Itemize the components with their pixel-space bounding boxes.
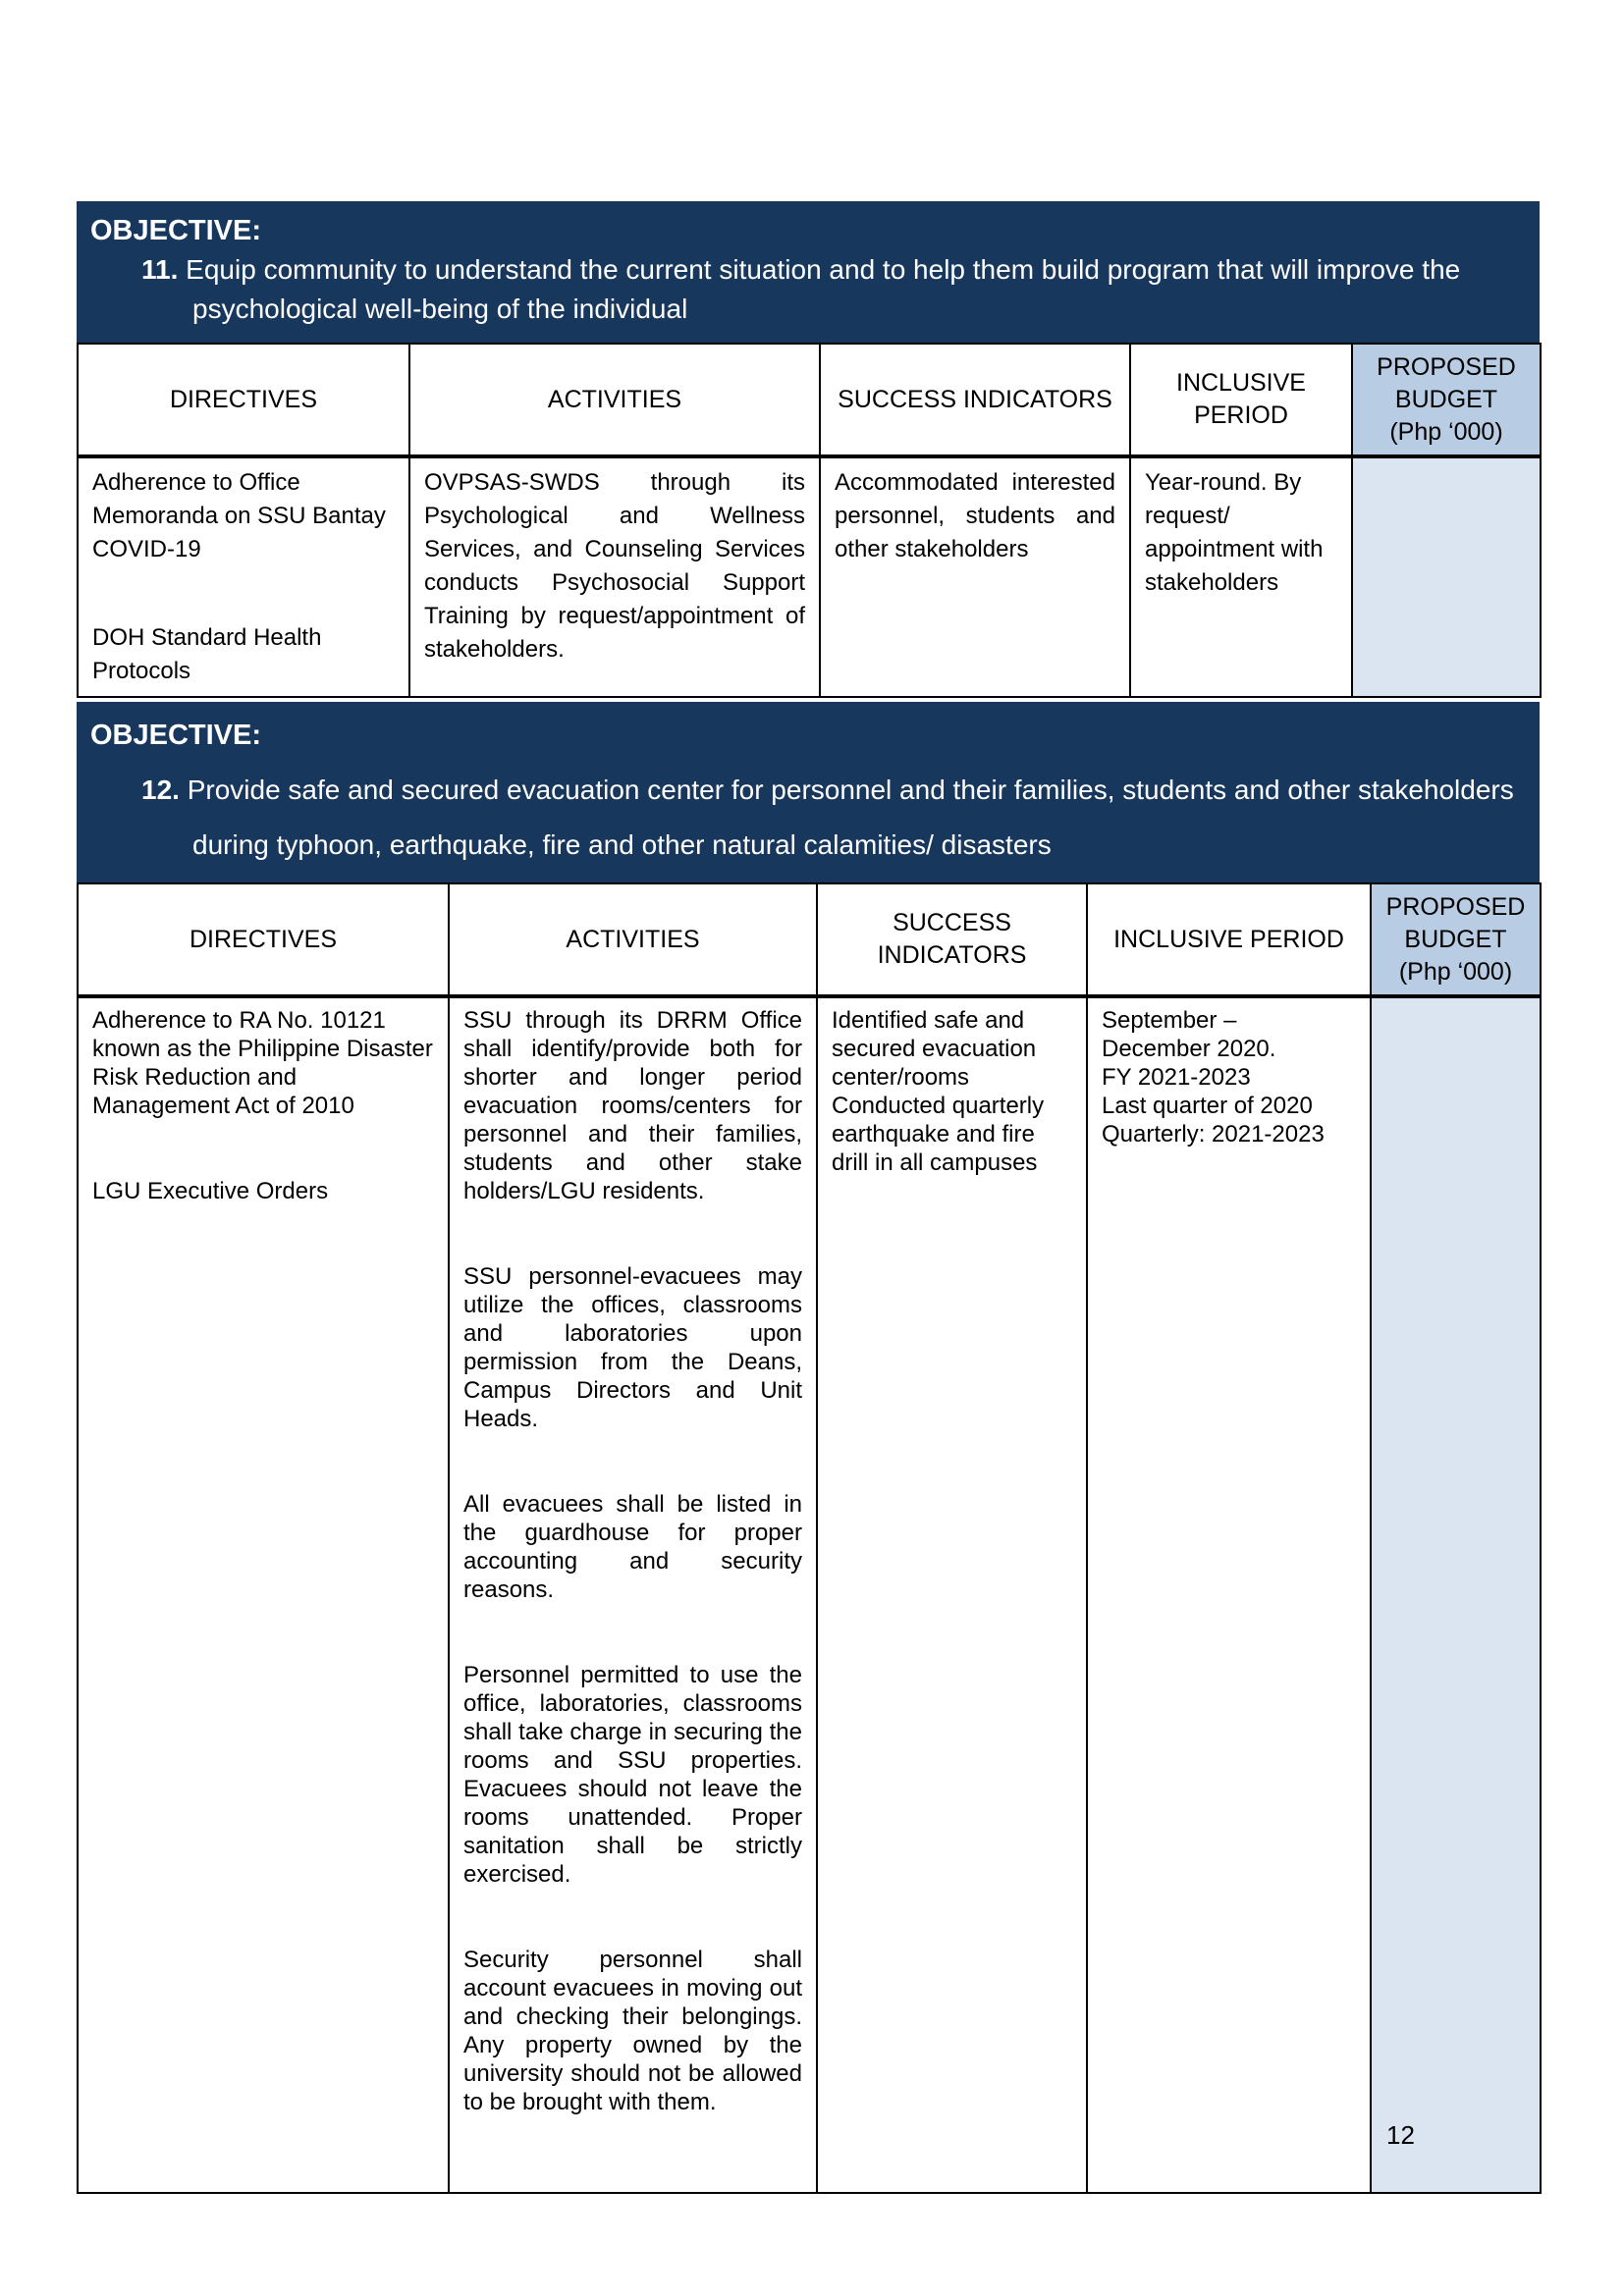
budget-header-line2: BUDGET (1404, 925, 1507, 953)
objective-11-description: Equip community to understand the current situation and to help them build program that will improve the psychological well-being of the individual (186, 254, 1461, 324)
table2-col-header-activities: ACTIVITIES (449, 883, 817, 996)
inclusive-period-item (1102, 1006, 1356, 1092)
table2-col-header-directives: DIRECTIVES (78, 883, 449, 996)
objective-12-text (90, 763, 1526, 873)
activity-paragraph: SSU personnel-evacuees may utilize the offices, classrooms and laboratories upon permission from the Deans, Campus Directors and Unit Heads. (463, 1263, 802, 1432)
period-line: Last quarter of 2020 (1102, 1093, 1313, 1119)
objective-12-label: OBJECTIVE: (90, 720, 262, 751)
period-line: FY 2021-2023 (1102, 1064, 1251, 1091)
activity-paragraph: All evacuees shall be listed in the guardhouse for proper accounting and security reasons. (463, 1491, 802, 1603)
directive-item: Adherence to RA No. 10121 known as the Philippine Disaster Risk Reduction and Management Act of 2010 (92, 1007, 433, 1119)
budget-header-line1: PROPOSED (1377, 352, 1516, 381)
table2-inclusive-period-cell (1087, 996, 1371, 2193)
table1-body-row (78, 456, 1541, 697)
inclusive-period-line1: INCLUSIVE (1176, 369, 1306, 397)
table1-success-indicators-cell: Accommodated interested personnel, students and other stakeholders (820, 456, 1130, 697)
inclusive-period-item (1102, 1092, 1356, 1148)
objective-12-number: 12. (141, 774, 180, 805)
budget-header-line2: BUDGET (1394, 385, 1498, 413)
table2-col-header-success-indicators: SUCCESS INDICATORS (817, 883, 1087, 996)
table1-col-header-activities: ACTIVITIES (409, 344, 820, 456)
table2-activities-cell (449, 996, 817, 2193)
table1-col-header-directives: DIRECTIVES (78, 344, 409, 456)
table2-header-row (78, 883, 1541, 996)
table1-proposed-budget-cell (1352, 456, 1541, 697)
table1-header-row (78, 344, 1541, 456)
table2-body-row (78, 996, 1541, 2193)
table1-col-header-success-indicators: SUCCESS INDICATORS (820, 344, 1130, 456)
success-indicator-item: Identified safe and secured evacuation center/rooms (832, 1007, 1037, 1091)
success-indicator-item: Conducted quarterly earthquake and fire drill in all campuses (832, 1093, 1045, 1176)
objective-12-table (77, 882, 1542, 2194)
table1-directives-cell (78, 456, 409, 697)
objective-12-banner (77, 702, 1540, 882)
table2-proposed-budget-cell (1371, 996, 1541, 2193)
budget-header-line1: PROPOSED (1385, 892, 1526, 921)
period-line: September – (1102, 1007, 1237, 1034)
inclusive-period-line2: PERIOD (1194, 401, 1288, 429)
table1-inclusive-period-cell: Year-round. By request/ appointment with stakeholders (1130, 456, 1352, 697)
document-page (77, 201, 1540, 2194)
objective-11-table (77, 343, 1542, 698)
table1-col-header-inclusive-period (1130, 344, 1352, 456)
objective-11-banner (77, 201, 1540, 343)
objective-11-text (90, 250, 1526, 329)
table1-col-header-proposed-budget (1352, 344, 1541, 456)
budget-header-line3: (Php ‘000) (1398, 957, 1513, 986)
objective-11-number: 11. (141, 254, 179, 285)
table2-success-indicators-cell (817, 996, 1087, 2193)
table2-col-header-proposed-budget (1371, 883, 1541, 996)
budget-header-line3: (Php ‘000) (1389, 417, 1503, 446)
table1-activities-cell: OVPSAS-SWDS through its Psychological and Wellness Services, and Counseling Services conducts Psychosocial Support Training by request/appointment of stakeholders. (409, 456, 820, 697)
directive-item: LGU Executive Orders (92, 1178, 329, 1204)
table2-directives-cell (78, 996, 449, 2193)
directive-item: DOH Standard Health Protocols (92, 624, 322, 684)
period-line: December 2020. (1102, 1036, 1276, 1062)
objective-11-label: OBJECTIVE: (90, 215, 262, 246)
objective-12-description: Provide safe and secured evacuation center for personnel and their families, students and other stakeholders during typhoon, earthquake, fire and other natural calamities/ disasters (187, 774, 1514, 860)
activity-paragraph: SSU through its DRRM Office shall identify/provide both for shorter and longer period evacuation rooms/centers for personnel and their families, students and other stake holders/LGU residents. (463, 1007, 802, 1204)
table2-col-header-inclusive-period: INCLUSIVE PERIOD (1087, 883, 1371, 996)
period-line: Quarterly: 2021-2023 (1102, 1121, 1325, 1148)
activity-paragraph: Personnel permitted to use the office, laboratories, classrooms shall take charge in securing the rooms and SSU properties. Evacuees should not leave the rooms unattended. Proper sanitation shall be strictly exercised. (463, 1662, 802, 1888)
activity-paragraph: Security personnel shall account evacuees in moving out and checking their belongings. Any property owned by the university should not be allowed to be brought with them. (463, 1947, 802, 2115)
directive-item: Adherence to Office Memoranda on SSU Bantay COVID-19 (92, 469, 386, 562)
page-number: 12 (1386, 2120, 1415, 2150)
